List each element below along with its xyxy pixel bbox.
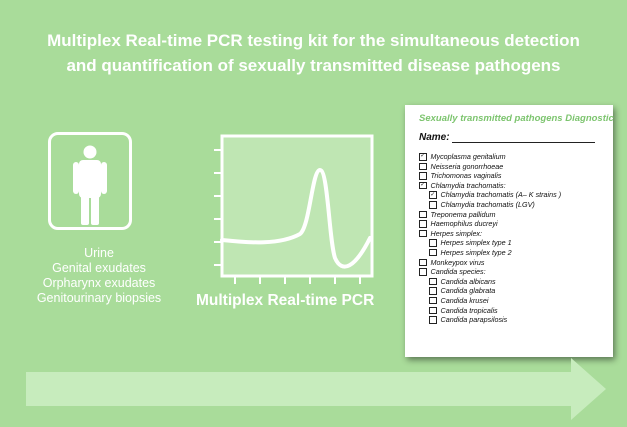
checklist-item-label: Candida tropicalis xyxy=(440,305,498,315)
checklist-item-label: Herpes simplex type 1 xyxy=(440,238,512,248)
checklist-item xyxy=(419,200,603,210)
person-icon xyxy=(51,135,129,227)
pathogen-checklist xyxy=(419,152,603,325)
checkbox[interactable] xyxy=(419,259,427,267)
checklist-item-label: Chlamydia trachomatis (LGV) xyxy=(440,199,535,209)
sample-types-list xyxy=(24,246,174,306)
sample-type: Urine xyxy=(84,246,114,260)
checkbox[interactable] xyxy=(429,201,437,209)
checklist-item xyxy=(419,152,603,162)
checkbox[interactable] xyxy=(419,220,427,228)
checkbox[interactable] xyxy=(419,211,427,219)
checkbox[interactable] xyxy=(419,268,427,276)
checkbox[interactable] xyxy=(429,239,437,247)
form-title: Sexually transmitted pathogens Diagnostic xyxy=(419,113,614,124)
sample-type: Orpharynx exudates xyxy=(42,276,156,290)
checklist-item-label: Treponema pallidum xyxy=(430,209,496,219)
checked-checkbox[interactable]: ✓ xyxy=(420,182,426,189)
checklist-item xyxy=(419,277,603,287)
checklist-item xyxy=(419,190,603,200)
checklist-item-label: Herpes simplex: xyxy=(430,228,483,238)
checklist-item-label: Haemophilus ducreyi xyxy=(430,219,498,229)
checkbox[interactable] xyxy=(419,230,427,238)
checklist-item-label: Mycoplasma genitalium xyxy=(430,152,506,161)
checklist-item xyxy=(419,248,603,258)
checklist-item-label: Candida krusei xyxy=(440,295,489,305)
arrow-right-icon xyxy=(26,358,606,420)
pcr-curve-icon xyxy=(205,130,380,290)
title-line-1: Multiplex Real-time PCR testing kit for the simultaneous detection xyxy=(47,31,580,50)
checklist-item-label: Chlamydia trachomatis: xyxy=(430,180,506,190)
name-field[interactable] xyxy=(452,132,595,143)
checked-checkbox[interactable]: ✓ xyxy=(430,191,436,198)
checkbox[interactable] xyxy=(429,287,437,295)
checklist-item-label: Neisseria gonorrhoeae xyxy=(430,161,504,171)
checklist-item xyxy=(419,258,603,268)
checkbox[interactable] xyxy=(429,278,437,286)
checklist-item xyxy=(419,171,603,181)
pcr-graph xyxy=(205,130,380,290)
checklist-item xyxy=(419,229,603,239)
patient-icon-box xyxy=(48,132,132,230)
checkbox[interactable] xyxy=(429,297,437,305)
checklist-item-label: Herpes simplex type 2 xyxy=(440,247,512,257)
checklist-item-label: Candida parapsilosis xyxy=(440,315,508,325)
main-title xyxy=(0,28,627,78)
checklist-item xyxy=(419,162,603,172)
title-line-2: and quantification of sexually transmitted disease pathogens xyxy=(66,56,561,75)
checklist-item-label: Candida species: xyxy=(430,267,486,277)
name-label: Name: xyxy=(419,132,450,143)
checklist-item-label: Chlamydia trachomatis (A– K strains ) xyxy=(440,190,562,200)
checklist-item xyxy=(419,315,603,325)
checkbox[interactable] xyxy=(429,249,437,257)
checkbox[interactable] xyxy=(429,316,437,324)
checklist-item xyxy=(419,296,603,306)
diagnostic-form xyxy=(405,105,613,357)
checklist-item xyxy=(419,267,603,277)
sample-type: Genital exudates xyxy=(52,261,146,275)
checkbox[interactable] xyxy=(419,163,427,171)
checklist-item xyxy=(419,306,603,316)
checklist-item xyxy=(419,181,603,191)
checklist-item-label: Trichomonas vaginalis xyxy=(430,171,502,181)
checklist-item xyxy=(419,219,603,229)
name-row xyxy=(419,132,603,143)
checklist-item-label: Monkeypox virus xyxy=(430,257,485,267)
checkbox[interactable] xyxy=(429,307,437,315)
checklist-item xyxy=(419,210,603,220)
pcr-label: Multiplex Real-time PCR xyxy=(196,292,375,309)
checklist-item-label: Candida glabrata xyxy=(440,286,496,296)
checked-checkbox[interactable]: ✓ xyxy=(420,153,426,160)
checkbox[interactable] xyxy=(419,172,427,180)
sample-type: Genitourinary biopsies xyxy=(36,291,162,305)
checklist-item xyxy=(419,286,603,296)
checklist-item xyxy=(419,238,603,248)
checklist-item-label: Candida albicans xyxy=(440,276,496,286)
